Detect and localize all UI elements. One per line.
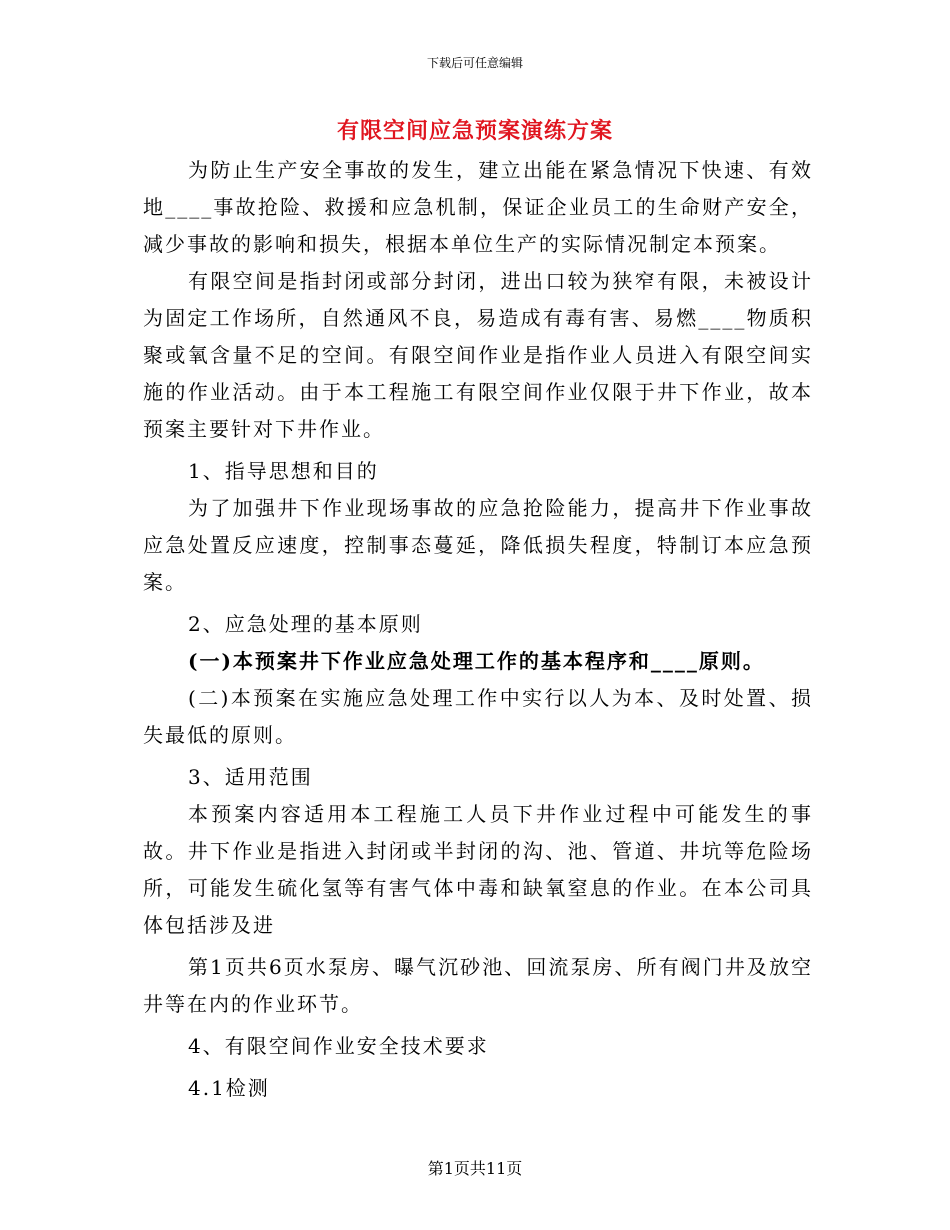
paragraph-scope-continued: 第1页共6页水泵房、曝气沉砂池、回流泵房、所有阀门井及放空井等在内的作业环节。	[143, 955, 813, 1016]
principle-item-2: (二)本预案在实施应急处理工作中实行以人为本、及时处置、损失最低的原则。	[143, 686, 813, 747]
section-heading-2: 2、应急处理的基本原则	[188, 612, 423, 636]
section-heading-1: 1、指导思想和目的	[188, 459, 379, 483]
document-title: 有限空间应急预案演练方案	[336, 118, 613, 144]
paragraph-scope: 本预案内容适用本工程施工人员下井作业过程中可能发生的事故。井下作业是指进入封闭或半封闭的沟、池、管道、井坑等危险场所，可能发生硫化氢等有害气体中毒和缺氧窒息的作业。在本公司具体包括涉及进	[143, 802, 813, 937]
page-footer-number: 第1页共11页	[427, 1159, 523, 1178]
subsection-heading-4-1: 4.1检测	[188, 1076, 270, 1100]
paragraph-guiding-goal: 为了加强井下作业现场事故的应急抢险能力，提高井下作业事故应急处置反应速度，控制事态蔓延，降低损失程度，特制订本应急预案。	[143, 496, 813, 594]
paragraph-purpose: 为防止生产安全事故的发生，建立出能在紧急情况下快速、有效地____事故抢险、救援和应急机制，保证企业员工的生命财产安全，减少事故的影响和损失，根据本单位生产的实际情况制定本预案。	[143, 158, 813, 256]
section-heading-4: 4、有限空间作业安全技术要求	[188, 1034, 489, 1058]
document-body	[143, 152, 813, 1107]
page-header-note: 下载后可任意编辑	[426, 56, 523, 70]
principle-item-1: (一)本预案井下作业应急处理工作的基本程序和____原则。	[188, 649, 765, 673]
paragraph-definition: 有限空间是指封闭或部分封闭，进出口较为狭窄有限，未被设计为固定工作场所，自然通风不良，易造成有毒有害、易燃____物质积聚或氧含量不足的空间。有限空间作业是指作业人员进入有限空间实施的作业活动。由于本工程施工有限空间作业仅限于井下作业，故本预案主要针对下井作业。	[143, 269, 813, 441]
section-heading-3: 3、适用范围	[188, 765, 313, 789]
